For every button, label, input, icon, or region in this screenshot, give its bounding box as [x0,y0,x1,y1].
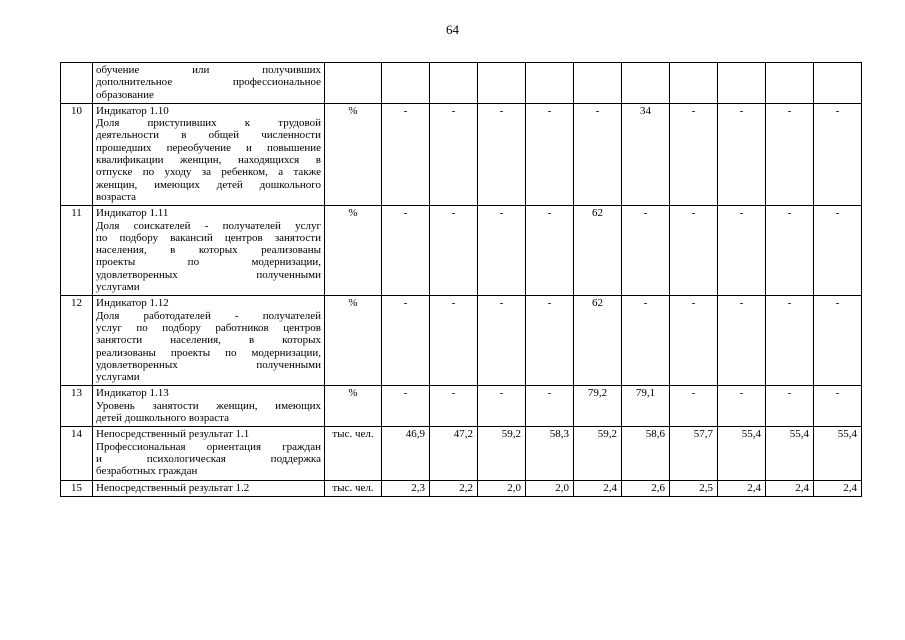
value-cell [718,63,766,104]
indicator-name-cell [93,103,325,205]
value-cell: - [430,386,478,427]
value-cell: - [670,103,718,205]
value-cell: - [670,386,718,427]
indicator-name-line: Индикатор 1.12 [96,297,169,310]
indicator-name-line: дополнительное профессиональное [96,76,321,89]
indicator-name-line: деятельности в общей численности [96,129,321,142]
indicator-name-line: женщин, имеющих детей дошкольного [96,178,321,191]
value-cell: 46,9 [382,427,430,480]
value-cell [814,63,862,104]
value-cell: - [526,206,574,296]
indicator-name-line: Индикатор 1.13 [96,387,169,400]
value-cell: - [430,296,478,386]
value-cell: - [622,206,670,296]
row-number: 11 [61,206,93,296]
indicator-name-line: Индикатор 1.10 [96,104,169,117]
value-cell: - [430,206,478,296]
value-cell [670,63,718,104]
value-cell: 34 [622,103,670,205]
row-number: 10 [61,103,93,205]
value-cell: 62 [574,206,622,296]
indicator-name-line: возраста [96,190,137,203]
value-cell: - [526,386,574,427]
row-number: 14 [61,427,93,480]
value-cell: - [382,296,430,386]
value-cell: - [622,296,670,386]
unit-cell: тыс. чел. [325,480,382,496]
indicator-name-line: отпуске по уходу за ребенком, а также [96,166,321,179]
value-cell [766,63,814,104]
indicator-name-line: услугами [96,371,140,384]
value-cell: - [382,386,430,427]
value-cell: 2,4 [814,480,862,496]
table-row [61,103,862,205]
value-cell: - [670,296,718,386]
value-cell: - [670,206,718,296]
indicator-name-line: удовлетворенных полученными [96,358,321,371]
indicator-name-line: по подбору вакансий центров занятости [96,231,321,244]
indicator-name-line: Доля работодателей - получателей [96,309,321,322]
value-cell: 2,2 [430,480,478,496]
value-cell: 2,5 [670,480,718,496]
value-cell: 55,4 [766,427,814,480]
indicator-name-line: обучение или получивших [96,64,321,76]
indicator-name-line: удовлетворенных полученными [96,268,321,281]
unit-cell: % [325,103,382,205]
indicator-name-line: Доля соискателей - получателей услуг [96,219,321,232]
value-cell: - [718,386,766,427]
indicator-name-line: Профессиональная ориентация граждан [96,440,321,453]
value-cell: - [766,386,814,427]
value-cell: - [526,103,574,205]
value-cell: 2,0 [478,480,526,496]
indicator-name-line: прошедших переобучение и повышение [96,141,321,154]
value-cell: - [382,103,430,205]
indicator-name-cell [93,296,325,386]
value-cell: 59,2 [574,427,622,480]
value-cell: - [766,296,814,386]
value-cell: 62 [574,296,622,386]
indicator-name-line: квалификации женщин, находящихся в [96,154,321,167]
value-cell: 57,7 [670,427,718,480]
indicator-name-line: образование [96,88,154,101]
indicator-name-line: занятости населения, в которых [96,334,321,347]
indicator-name-line: Непосредственный результат 1.1 [96,428,250,441]
row-number: 15 [61,480,93,496]
table-row [61,386,862,427]
indicator-name-line: услуг по подбору работников центров [96,321,321,334]
table-row [61,296,862,386]
value-cell: 59,2 [478,427,526,480]
indicator-name-cell [93,386,325,427]
indicator-name-line: Уровень занятости женщин, имеющих [96,399,321,412]
indicator-name-cell [93,63,325,104]
value-cell: 2,4 [718,480,766,496]
value-cell: - [382,206,430,296]
value-cell [526,63,574,104]
unit-cell [325,63,382,104]
value-cell: 47,2 [430,427,478,480]
value-cell: 2,4 [766,480,814,496]
indicator-name-line: Индикатор 1.11 [96,207,169,220]
value-cell: 55,4 [814,427,862,480]
value-cell: - [718,296,766,386]
value-cell: - [814,103,862,205]
indicator-name-line: реализованы проекты по модернизации, [96,346,321,359]
value-cell [622,63,670,104]
value-cell: 2,0 [526,480,574,496]
value-cell: - [766,206,814,296]
unit-cell: тыс. чел. [325,427,382,480]
table-row [61,480,862,496]
page-number: 64 [446,22,459,37]
row-number: 12 [61,296,93,386]
value-cell [430,63,478,104]
value-cell [574,63,622,104]
value-cell: - [766,103,814,205]
table-row [61,63,862,104]
indicator-name-line: населения, в которых реализованы [96,244,321,257]
value-cell: 2,6 [622,480,670,496]
value-cell: - [478,103,526,205]
value-cell: - [478,206,526,296]
value-cell: 55,4 [718,427,766,480]
row-number [61,63,93,104]
value-cell: 58,6 [622,427,670,480]
indicator-name-cell [93,206,325,296]
row-number: 13 [61,386,93,427]
value-cell: - [814,386,862,427]
table-row [61,206,862,296]
value-cell: - [478,386,526,427]
indicator-name-cell [93,427,325,480]
value-cell: 2,4 [574,480,622,496]
indicator-table [60,62,862,497]
value-cell [478,63,526,104]
value-cell [382,63,430,104]
value-cell: 79,2 [574,386,622,427]
unit-cell: % [325,206,382,296]
indicator-name-line: услугами [96,281,140,294]
value-cell: - [718,206,766,296]
value-cell: - [718,103,766,205]
indicator-name-line: Доля приступивших к трудовой [96,117,321,130]
unit-cell: % [325,296,382,386]
value-cell: - [526,296,574,386]
value-cell: - [574,103,622,205]
value-cell: 79,1 [622,386,670,427]
value-cell: - [814,206,862,296]
indicator-name-line: и психологическая поддержка [96,452,321,465]
indicator-name-cell [93,480,325,496]
indicator-name-line: Непосредственный результат 1.2 [96,481,250,494]
indicator-name-line: безработных граждан [96,465,198,478]
indicator-name-line: детей дошкольного возраста [96,412,229,425]
indicator-name-line: проекты по модернизации, [96,256,321,269]
table-row [61,427,862,480]
unit-cell: % [325,386,382,427]
value-cell: - [478,296,526,386]
value-cell: - [814,296,862,386]
value-cell: 2,3 [382,480,430,496]
value-cell: 58,3 [526,427,574,480]
value-cell: - [430,103,478,205]
